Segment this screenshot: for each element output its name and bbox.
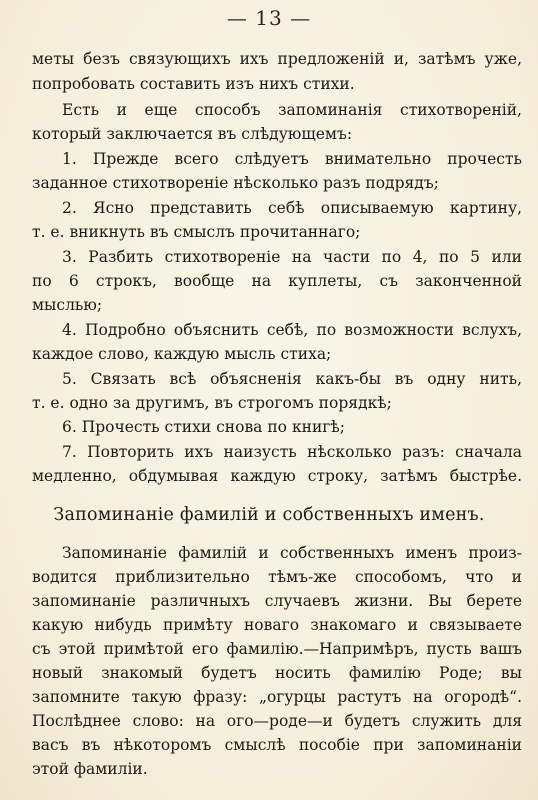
text-line: каждое слово, каждую мысль стиха; bbox=[32, 345, 332, 363]
text-line: Послѣднее слово: на ого—роде—и будетъ служить для bbox=[32, 712, 522, 730]
text-line: васъ въ нѣкоторомъ смыслѣ пособіе при запоминаніи bbox=[32, 736, 522, 754]
text-line: попробовать составить изъ нихъ стихи. bbox=[32, 75, 355, 93]
text-line: по 6 строкъ, вообще на куплеты, съ законченной bbox=[32, 272, 522, 290]
text-line: новый знакомый будетъ носить фамилію Роде; вы bbox=[32, 664, 522, 682]
list-item-1: 1. Прежде всего слѣдуетъ внимательно прочесть bbox=[62, 150, 522, 168]
text-line: заданное стихотвореніе нѣсколько разъ подрядъ; bbox=[32, 174, 439, 192]
section-heading: Запоминаніе фамилій и собственныхъ именъ. bbox=[53, 505, 485, 525]
text-line: Есть и еще способъ запоминанія стихотвореній, bbox=[62, 101, 522, 119]
list-item-4: 4. Подробно объяснить себѣ, по возможности вслухъ, bbox=[62, 321, 522, 339]
text-line: который заключается въ слѣдующемъ: bbox=[32, 125, 353, 143]
page-number: — 13 — bbox=[226, 6, 312, 30]
text-line: запоминаніе различныхъ случаевъ жизни. Вы берете bbox=[32, 592, 522, 610]
list-item-2: 2. Ясно представить себѣ описываемую картину, bbox=[62, 199, 522, 217]
text-line: запомните такую фразу: „огурцы растутъ на огородѣ“. bbox=[32, 688, 522, 706]
list-item-5: 5. Связать всѣ объясненія какъ-бы въ одну нить, bbox=[62, 370, 522, 388]
text-line: этой фамиліи. bbox=[32, 760, 148, 778]
text-line: водится приблизительно тѣмъ-же способомъ, что и bbox=[32, 568, 522, 586]
text-line: медленно, обдумывая каждую строку, затѣмъ быстрѣе. bbox=[32, 467, 522, 485]
text-line: меты безъ связующихъ ихъ предложеній и, затѣмъ уже, bbox=[32, 50, 522, 68]
text-line: т. е. одно за другимъ, въ строгомъ порядкѣ; bbox=[32, 394, 392, 412]
text-line: мыслью; bbox=[32, 296, 103, 314]
text-line: съ этой примѣтой его фамилію.—Напримѣръ, пусть вашъ bbox=[32, 640, 522, 658]
list-item-3: 3. Разбить стихотвореніе на части по 4, по 5 или bbox=[62, 248, 522, 266]
text-line: Запоминаніе фамилій и собственныхъ именъ произ- bbox=[62, 544, 522, 562]
list-item-7: 7. Повторить ихъ наизусть нѣсколько разъ: сначала bbox=[62, 443, 522, 461]
list-item-6: 6. Прочесть стихи снова по книгѣ; bbox=[62, 418, 345, 436]
text-line: какую нибудь примѣту новаго знакомаго и связываете bbox=[32, 616, 522, 634]
text-line: т. е. вникнуть въ смыслъ прочитаннаго; bbox=[32, 223, 361, 241]
